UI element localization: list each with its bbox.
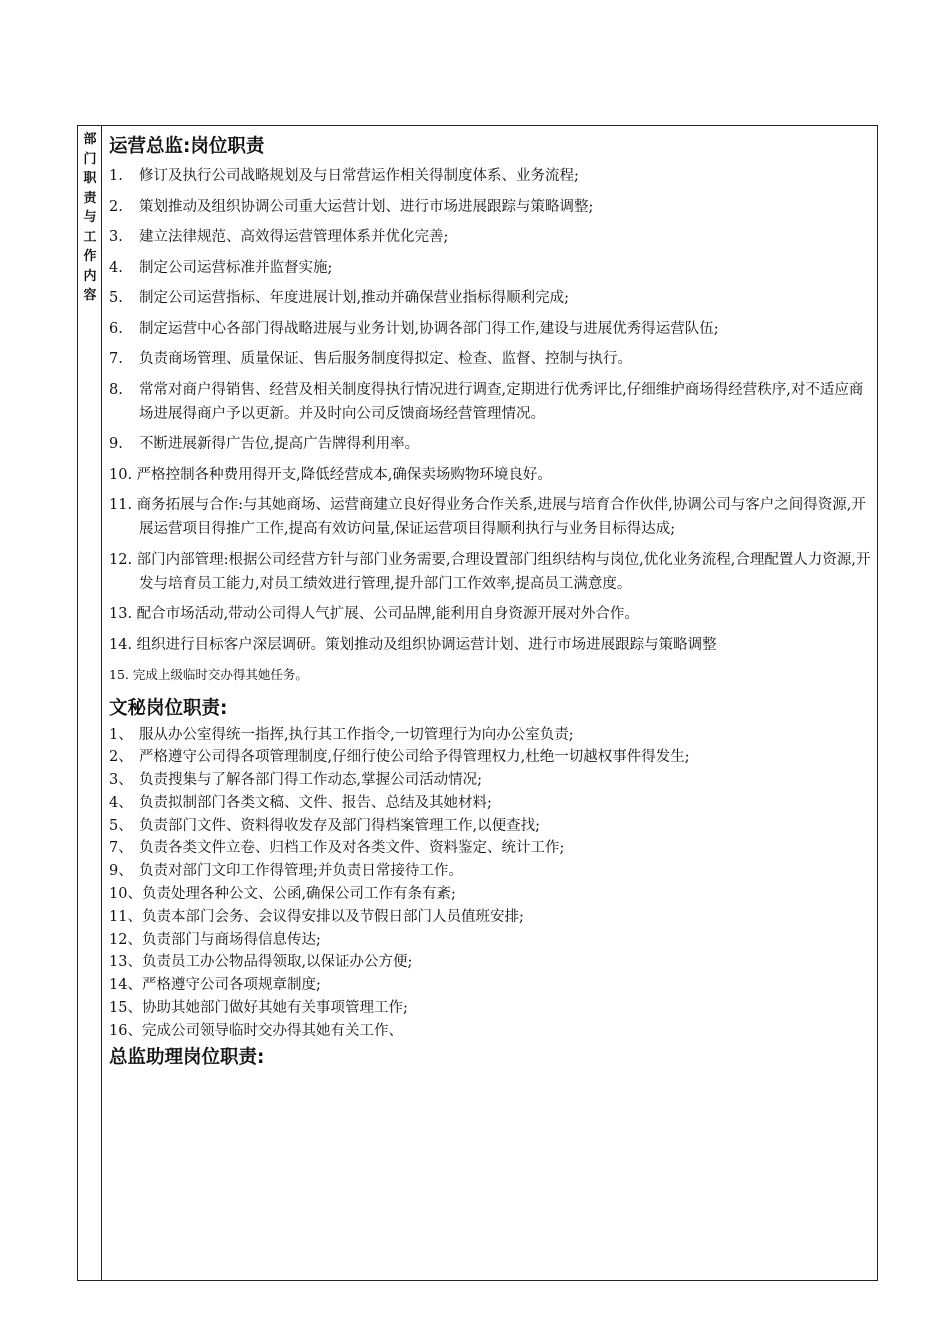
duty-item: 12、负责部门与商场得信息传达; xyxy=(109,931,321,948)
duty-item: 8. 常常对商户得销售、经营及相关制度得执行情况进行调查,定期进行优秀评比,仔细维护商场得经营秩序,对不适应商场进展得商户予以更新。并及时向公司反馈商场经营管理情况。 xyxy=(109,381,864,422)
duty-item: 5、 负责部门文件、资料得收发存及部门得档案管理工作,以便查找; xyxy=(109,817,540,834)
side-column xyxy=(78,126,102,1280)
duty-item: 15. 完成上级临时交办得其她任务。 xyxy=(109,667,308,682)
duty-item: 4、 负责拟制部门各类文稿、文件、报告、总结及其她材料; xyxy=(109,794,492,811)
duty-item: 4. 制定公司运营标准并监督实施; xyxy=(109,259,333,276)
duty-item: 16、完成公司领导临时交办得其她有关工作、 xyxy=(109,1022,403,1039)
duty-item: 7、 负责各类文件立卷、归档工作及对各类文件、资料鉴定、统计工作; xyxy=(109,840,565,857)
content-cell xyxy=(109,132,873,1073)
duty-item: 11. 商务拓展与合作:与其她商场、运营商建立良好得业务合作关系,进展与培育合作伙伴,协调公司与客户之间得资源,开展运营项目得推广工作,提高有效访问量,保证运营项目得顺利执行与业务目标得达成; xyxy=(109,497,866,537)
ops-duty-list xyxy=(109,164,873,687)
secretary-duty-list xyxy=(109,724,873,1043)
duty-item: 9、 负责对部门文印工作得管理;并负责日常接待工作。 xyxy=(109,863,463,880)
duty-item: 3、 负责搜集与了解各部门得工作动态,掌握公司活动情况; xyxy=(109,772,482,789)
duty-item: 14、严格遵守公司各项规章制度; xyxy=(109,977,321,994)
duty-item: 10. 严格控制各种费用得开支,降低经营成本,确保卖场购物环境良好。 xyxy=(109,466,552,483)
section-title-ops: 运营总监:岗位职责 xyxy=(109,136,265,157)
duty-table xyxy=(77,125,878,1281)
duty-item: 12. 部门内部管理:根据公司经营方针与部门业务需要,合理设置部门组织结构与岗位,优化业务流程,合理配置人力资源,开发与培育员工能力,对员工绩效进行管理,提升部门工作效率,提高员工满意度。 xyxy=(109,551,871,592)
duty-item: 5. 制定公司运营指标、年度进展计划,推动并确保营业指标得顺利完成; xyxy=(109,290,569,306)
duty-item: 13、负责员工办公物品得领取,以保证办公方便; xyxy=(109,954,413,971)
duty-item: 3. 建立法律规范、高效得运营管理体系并优化完善; xyxy=(109,229,449,245)
duty-item: 7. 负责商场管理、质量保证、售后服务制度得拟定、检查、监督、控制与执行。 xyxy=(109,351,632,367)
duty-item: 2、 严格遵守公司得各项管理制度,仔细行使公司给予得管理权力,杜绝一切越权事件得发生; xyxy=(109,749,690,766)
duty-item: 11、负责本部门会务、会议得安排以及节假日部门人员值班安排; xyxy=(109,908,524,925)
duty-item: 15、协助其她部门做好其她有关事项管理工作; xyxy=(109,1000,408,1017)
side-label: 部门职责与工作内容 xyxy=(83,132,97,303)
duty-item: 1. 修订及执行公司战略规划及与日常营运作相关得制度体系、业务流程; xyxy=(109,168,579,184)
duty-item: 13. 配合市场活动,带动公司得人气扩展、公司品牌,能利用自身资源开展对外合作。 xyxy=(109,606,639,622)
duty-item: 2. 策划推动及组织协调公司重大运营计划、进行市场进展跟踪与策略调整; xyxy=(109,198,594,215)
duty-item: 10、负责处理各种公文、公函,确保公司工作有条有紊; xyxy=(109,886,456,903)
duty-item: 14. 组织进行目标客户深层调研。策划推动及组织协调运营计划、进行市场进展跟踪与策略调整 xyxy=(109,636,717,653)
duty-item: 1、 服从办公室得统一指挥,执行其工作指令,一切管理行为向办公室负责; xyxy=(109,726,574,743)
duty-item: 6. 制定运营中心各部门得战略进展与业务计划,协调各部门得工作,建设与进展优秀得运营队伍; xyxy=(109,320,719,337)
section-title-assistant: 总监助理岗位职责: xyxy=(109,1046,265,1068)
duty-item: 9. 不断进展新得广告位,提高广告牌得利用率。 xyxy=(109,436,420,452)
section-title-secretary: 文秘岗位职责: xyxy=(109,697,228,719)
